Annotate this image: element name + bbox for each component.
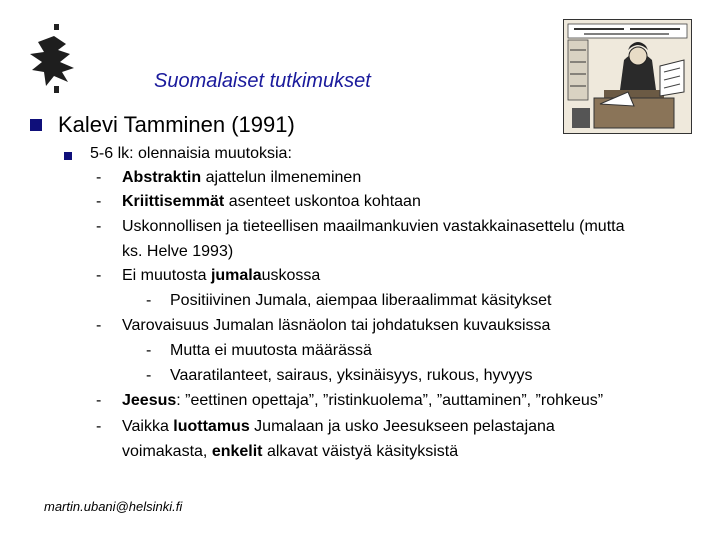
item-text: Ei muutosta [122,267,211,284]
item-text: Jumalaan ja usko Jeesukseen pelastajana [249,418,555,435]
dash-marker: - [96,317,102,334]
dash-marker: - [146,367,152,384]
list-item: Varovaisuus Jumalan läsnäolon tai johdatuksen kuvauksissa [122,317,551,334]
list-item [122,193,421,211]
bold-term: Kriittisemmät [122,193,225,210]
subheading: 5-6 lk: olennaisia muutoksia: [90,145,292,162]
item-text: ajattelun ilmeneminen [201,169,362,186]
main-heading [30,112,295,138]
item-text: uskossa [261,267,321,284]
list-item-continued [122,443,458,461]
bold-term: enkelit [211,443,263,460]
footer-email: martin.ubani@helsinki.fi [44,499,183,514]
square-bullet-icon [64,152,72,160]
university-logo [24,22,90,98]
bold-term: jumala [210,267,262,284]
list-item [122,267,320,285]
item-text: alkavat väistyä käsityksistä [262,443,459,460]
heading-text: Kalevi Tamminen (1991) [58,112,295,137]
sub-list-item: Mutta ei muutosta määrässä [170,342,372,359]
item-text: : ”eettinen opettaja”, ”ristinkuolema”, ”auttaminen”, ”rohkeus” [176,392,604,409]
bold-term: Jeesus [122,392,177,409]
bold-term: Abstraktin [122,169,202,186]
dash-marker: - [96,193,102,210]
dash-marker: - [146,342,152,359]
list-item [122,392,603,410]
dash-marker: - [96,267,102,284]
woodcut-illustration [563,19,692,134]
sub-list-item: Vaaratilanteet, sairaus, yksinäisyys, rukous, hyvyys [170,367,533,384]
bold-term: luottamus [173,418,250,435]
list-item [122,418,555,436]
dash-marker: - [96,218,102,235]
list-item: Uskonnollisen ja tieteellisen maailmankuvien vastakkainasettelu (mutta [122,218,625,235]
list-item-continued: ks. Helve 1993) [122,243,234,260]
dash-marker: - [96,169,102,186]
dash-marker: - [96,418,102,435]
item-text: Vaikka [122,418,174,435]
dash-marker: - [146,292,152,309]
sub-list-item: Positiivinen Jumala, aiempaa liberaalimmat käsitykset [170,292,552,309]
slide-title: Suomalaiset tutkimukset [154,70,371,92]
list-item [122,169,361,187]
item-text: asenteet uskontoa kohtaan [224,193,421,210]
item-text: voimakasta, [122,443,212,460]
dash-marker: - [96,392,102,409]
square-bullet-icon [30,119,42,131]
